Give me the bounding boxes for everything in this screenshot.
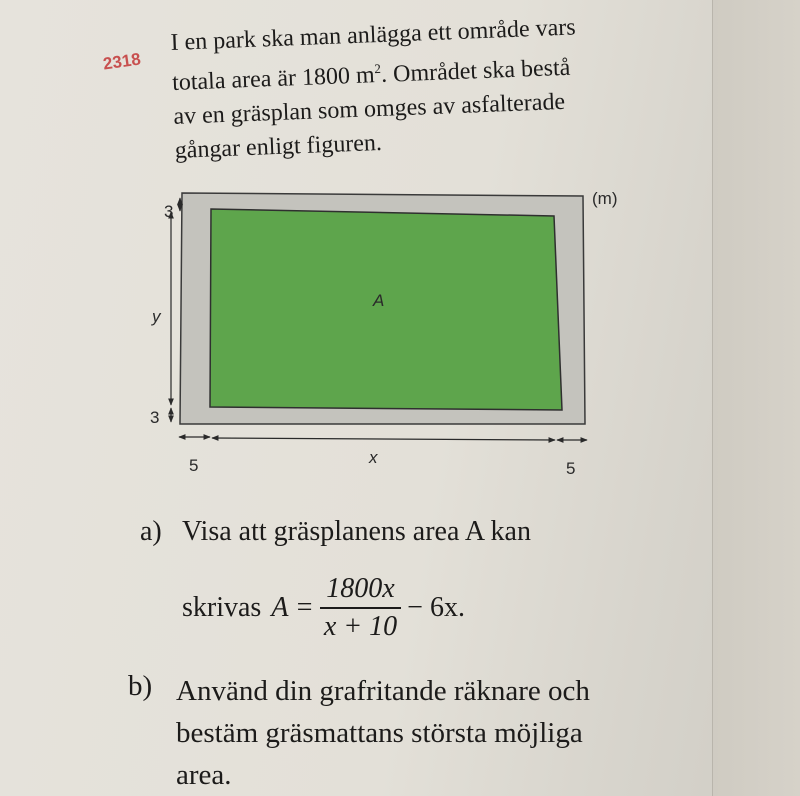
bottom-margin-label: 3 [150, 408, 160, 427]
formula-prefix: skrivas [182, 592, 262, 623]
task-a-text: Visa att gräsplanens area A kan [182, 516, 531, 547]
intro-line-1: I en park ska man anlägga ett område vars [170, 14, 577, 56]
formula-fraction [320, 573, 401, 643]
formula-suffix: − 6x. [407, 592, 465, 623]
task-b-text [176, 670, 736, 796]
width-dimension-line [212, 438, 555, 440]
task-b-line-2: bestäm gräsmattans största möjliga [176, 717, 583, 749]
problem-number: 2318 [101, 49, 142, 74]
area-exponent: 2 [374, 60, 382, 77]
formula-lhs: A = [271, 592, 314, 623]
width-label: x [369, 448, 378, 467]
grass-area [210, 209, 562, 410]
left-margin-label: 5 [189, 456, 199, 475]
task-b-line-3: area. [176, 759, 232, 791]
task-a-label: a) [140, 516, 162, 547]
right-margin-label: 5 [566, 459, 576, 478]
formula-denominator: x + 10 [320, 607, 401, 643]
intro-line-4: gångar enligt figuren. [174, 129, 383, 164]
unit-label: (m) [592, 189, 618, 208]
area-label: A [373, 291, 385, 310]
intro-line-3: av en gräsplan som omges av asfalterade [172, 88, 566, 130]
intro-line-2: totala area är 1800 m [171, 62, 376, 96]
intro-line-2b: . Området ska bestå [380, 54, 571, 88]
top-margin-label: 3 [164, 202, 174, 221]
height-label: y [152, 307, 161, 326]
task-b-label: b) [128, 670, 153, 702]
formula-numerator: 1800x [326, 573, 395, 604]
task-b-line-1: Använd din grafritande räknare och [176, 675, 590, 707]
area-formula [182, 568, 465, 648]
